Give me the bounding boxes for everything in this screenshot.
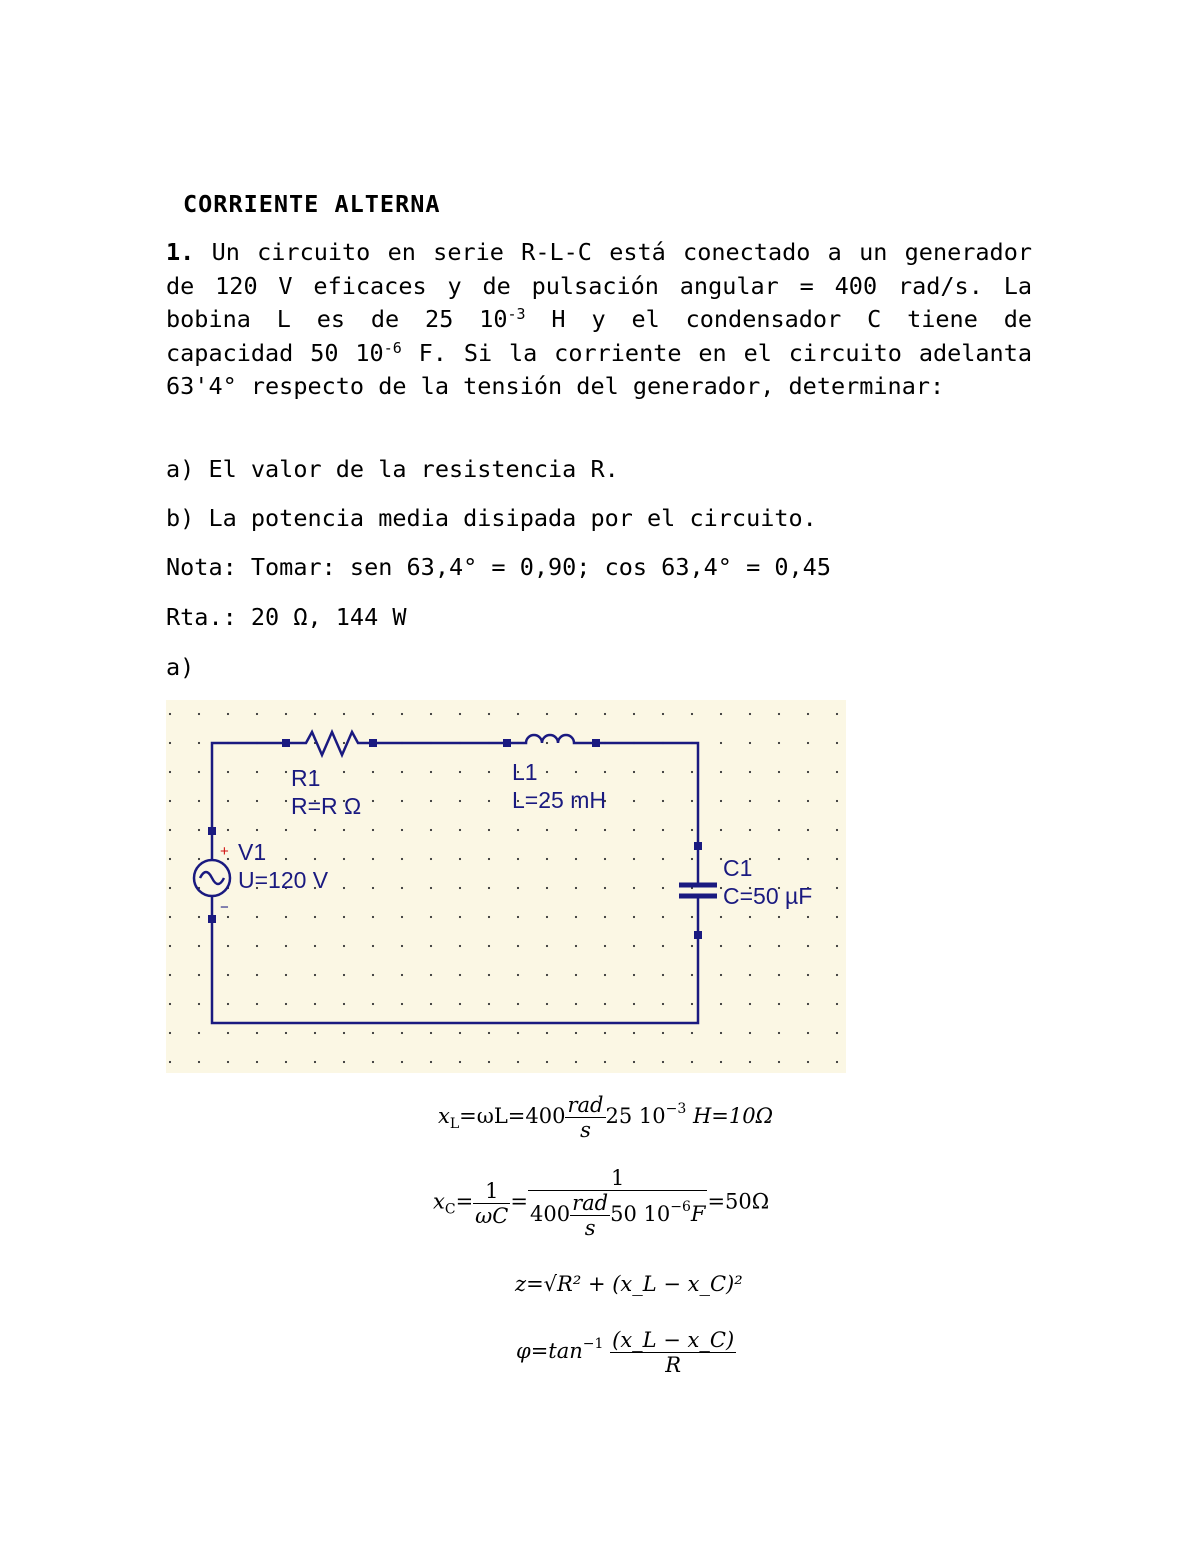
c1-name-label: C1 <box>723 855 753 881</box>
xc-equals-2: = <box>510 1189 528 1214</box>
circuit-diagram <box>166 700 846 1073</box>
xc-den-rad: rad <box>572 1191 609 1215</box>
equation-xl <box>438 1093 773 1142</box>
problem-text-1: Un circuito en serie R-L-C está conectado a un generador de 120 V eficaces y de pulsación angular = 400 rad/s. La bobina L es de 25 10 <box>166 238 1032 334</box>
minus-terminal-label: − <box>220 899 229 916</box>
l1-name-label: L1 <box>512 759 538 785</box>
xc-frac2-denominator <box>528 1190 707 1240</box>
phi-denominator: R <box>610 1352 736 1377</box>
plus-terminal-label: + <box>220 843 229 860</box>
xc-den-rest: 50 10 <box>610 1202 671 1226</box>
xl-subscript: L <box>449 1116 460 1132</box>
xc-subscript: C <box>444 1201 456 1218</box>
equation-z <box>515 1272 743 1296</box>
xc-den-exponent: −6 <box>670 1199 691 1215</box>
xl-result: H=10Ω <box>692 1104 773 1128</box>
l1-value-label: L=25 mH <box>512 787 606 813</box>
xl-frac-numerator: rad <box>567 1093 604 1117</box>
v1-name-label: V1 <box>238 839 267 865</box>
xl-exponent: −3 <box>665 1101 687 1117</box>
xc-den-pre: 400 <box>529 1202 571 1226</box>
problem-text-3: F. Si la corriente en el circuito adelanta 63'4° respecto de la tensión del generador, determinar: <box>166 338 1033 401</box>
phi-lhs: φ=tan <box>516 1339 583 1363</box>
problem-exponent-2: -6 <box>383 338 402 357</box>
xl-frac-denominator: s <box>565 1117 605 1142</box>
problem-number: 1. <box>166 238 195 266</box>
xc-den-s: s <box>570 1215 610 1240</box>
problem-statement <box>166 236 1032 404</box>
question-a: a) El valor de la resistencia R. <box>166 455 619 483</box>
page-title: CORRIENTE ALTERNA <box>183 190 441 218</box>
xl-middle: =ωL=400 <box>459 1104 566 1128</box>
answer-text: Rta.: 20 Ω, 144 W <box>166 603 407 631</box>
r1-value-label: R=R Ω <box>291 793 362 819</box>
xc-frac1-numerator: 1 <box>485 1178 499 1203</box>
equation-phi <box>516 1328 736 1377</box>
section-a-label: a) <box>166 653 195 681</box>
problem-exponent-1: -3 <box>507 305 526 324</box>
xc-den-unit: F <box>690 1202 706 1226</box>
c1-value-label: C=50 µF <box>723 883 813 909</box>
xc-frac1-denominator: ωC <box>475 1203 509 1228</box>
r1-name-label: R1 <box>291 765 321 791</box>
xc-frac2-numerator: 1 <box>611 1166 625 1190</box>
note-text: Nota: Tomar: sen 63,4° = 0,90; cos 63,4° = 0,45 <box>166 553 831 581</box>
xc-symbol: x <box>433 1189 445 1214</box>
z-formula: z=√R² + (x_L − x_C)² <box>515 1272 743 1296</box>
v1-value-label: U=120 V <box>238 867 329 893</box>
problem-text-2: H y el condensador C tiene de capacidad 50 10 <box>166 305 1032 367</box>
xc-result: =50Ω <box>707 1189 770 1214</box>
equation-xc <box>433 1166 769 1240</box>
xc-equals-1: = <box>455 1189 474 1214</box>
phi-numerator: (x_L − x_C) <box>612 1328 735 1352</box>
phi-exponent: −1 <box>582 1336 604 1352</box>
question-b: b) La potencia media disipada por el circuito. <box>166 504 817 532</box>
xl-symbol: x <box>438 1104 450 1128</box>
xl-rest: 25 10 <box>605 1104 666 1128</box>
